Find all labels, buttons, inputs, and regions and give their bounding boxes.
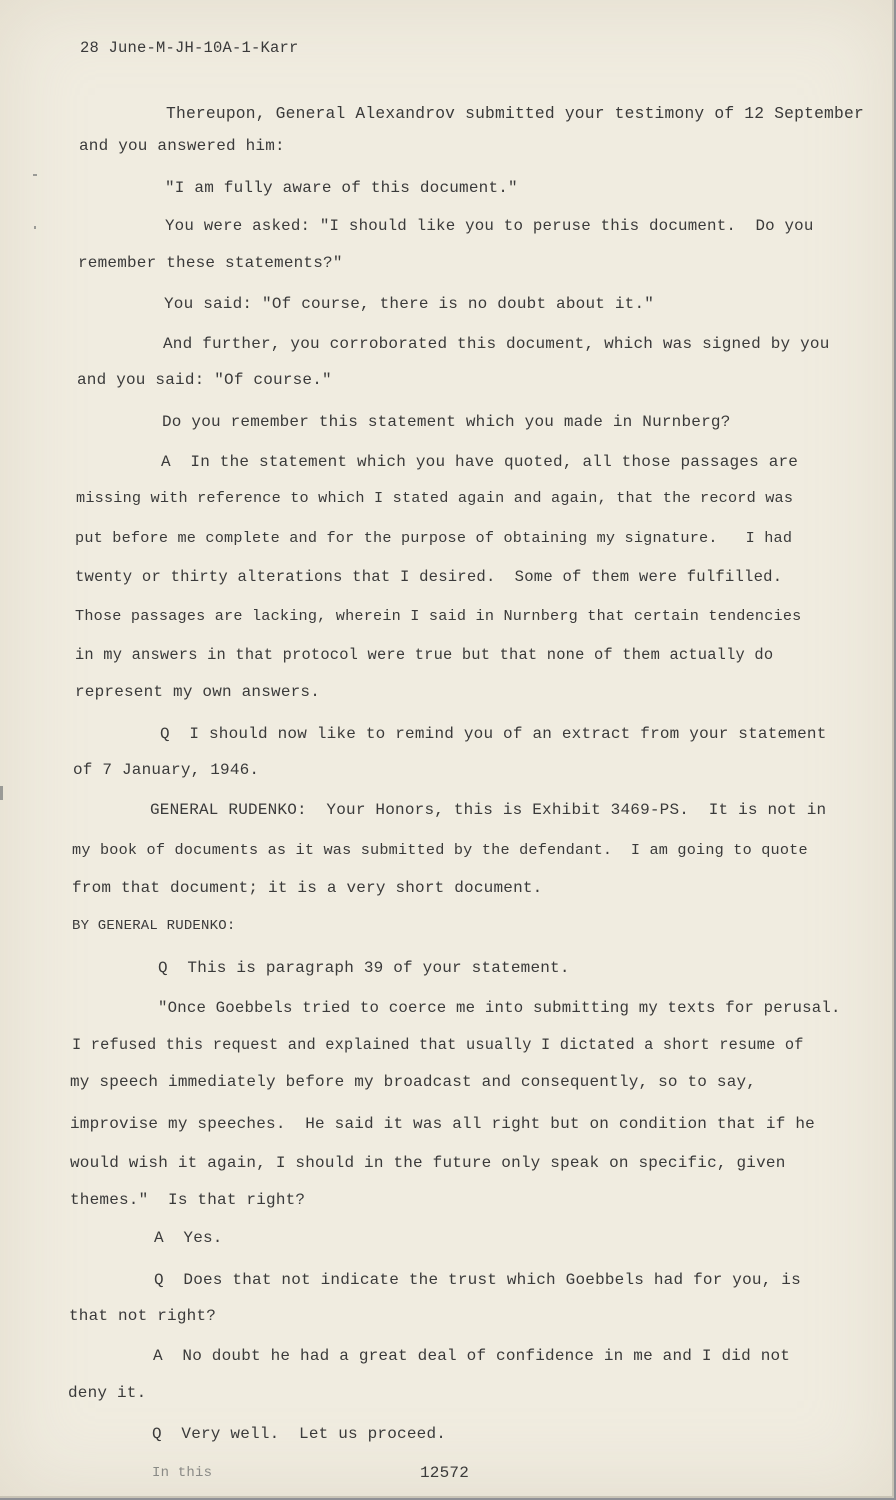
text-line-21: from that document; it is a very short document.	[72, 879, 543, 897]
text-line-30: A Yes.	[154, 1229, 223, 1247]
text-line-28: would wish it again, I should in the future only speak on specific, given	[70, 1154, 786, 1172]
text-line-10: A In the statement which you have quoted, all those passages are	[161, 453, 799, 471]
footer-fragment-start: In this	[152, 1465, 213, 1481]
text-line-6: You said: "Of course, there is no doubt about it."	[164, 295, 655, 313]
text-line-20: my book of documents as it was submitted by the defendant. I am going to quote	[72, 841, 808, 859]
text-line-8: and you said: "Of course."	[77, 371, 332, 389]
text-line-2: and you answered him:	[79, 137, 285, 155]
text-line-22: BY GENERAL RUDENKO:	[72, 918, 236, 934]
text-line-33: A No doubt he had a great deal of confidence in me and I did not	[153, 1347, 791, 1365]
edge-mark	[0, 786, 3, 800]
text-line-27: improvise my speeches. He said it was all right but on condition that if he	[70, 1115, 815, 1133]
text-line-1: Thereupon, General Alexandrov submitted your testimony of 12 September	[166, 104, 864, 123]
text-line-19: GENERAL RUDENKO: Your Honors, this is Exhibit 3469-PS. It is not in	[150, 801, 827, 819]
text-line-12: put before me complete and for the purpose of obtaining my signature. I had	[75, 529, 793, 547]
ink-speck	[34, 226, 36, 229]
text-line-16: represent my own answers.	[75, 683, 321, 701]
text-line-4: You were asked: "I should like you to peruse this document. Do you	[165, 217, 814, 235]
text-line-5: remember these statements?"	[78, 254, 343, 272]
text-line-15: in my answers in that protocol were true but that none of them actually do	[75, 646, 774, 664]
ink-speck	[33, 174, 37, 176]
text-line-32: that not right?	[69, 1307, 217, 1325]
text-line-31: Q Does that not indicate the trust which Goebbels had for you, is	[154, 1271, 801, 1289]
text-line-13: twenty or thirty alterations that I desired. Some of them were fulfilled.	[75, 568, 783, 586]
text-line-24: "Once Goebbels tried to coerce me into submitting my texts for perusal.	[158, 999, 841, 1017]
text-line-18: of 7 January, 1946.	[73, 761, 260, 779]
page-header: 28 June-M-JH-10A-1-Karr	[80, 39, 299, 57]
text-line-9: Do you remember this statement which you made in Nurnberg?	[162, 413, 731, 431]
text-line-17: Q I should now like to remind you of an extract from your statement	[160, 725, 827, 743]
text-line-26: my speech immediately before my broadcast and consequently, so to say,	[70, 1073, 757, 1091]
text-line-7: And further, you corroborated this document, which was signed by you	[163, 335, 830, 353]
text-line-25: I refused this request and explained that usually I dictated a short resume of	[72, 1036, 804, 1054]
text-line-11: missing with reference to which I stated again and again, that the record was	[76, 489, 794, 507]
footer-page-number: 12572	[420, 1464, 470, 1482]
text-line-29: themes." Is that right?	[70, 1191, 306, 1209]
text-line-23: Q This is paragraph 39 of your statement.	[158, 959, 570, 977]
text-line-34: deny it.	[68, 1384, 147, 1402]
text-line-14: Those passages are lacking, wherein I said in Nurnberg that certain tendencies	[75, 607, 802, 625]
text-line-3: "I am fully aware of this document."	[165, 179, 518, 197]
text-line-35: Q Very well. Let us proceed.	[152, 1425, 447, 1443]
